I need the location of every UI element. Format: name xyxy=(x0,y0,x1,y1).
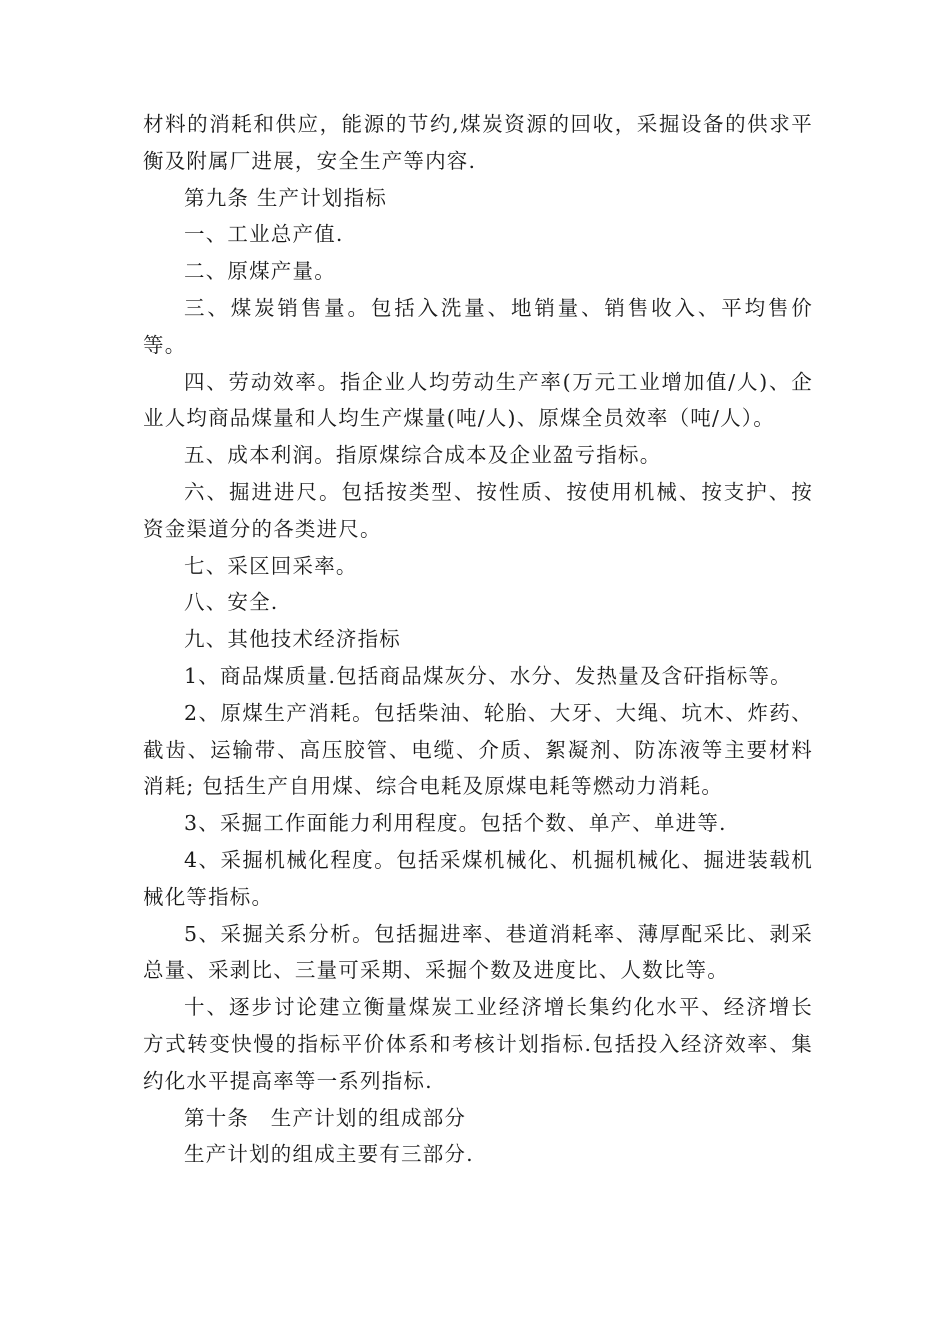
item-7-recovery-rate: 七、采区回采率。 xyxy=(184,553,358,578)
sub-item-5-mining-analysis: 5、采掘关系分析。包括掘进率、巷道消耗率、薄厚配采比、剥采总量、采剥比、三量可采期、采掘个数及进度比、人数比等。 xyxy=(143,921,813,983)
sub-item-3-capacity-utilization: 3、采掘工作面能力利用程度。包括个数、单产、单进等. xyxy=(184,811,727,836)
paragraph-plan-components: 生产计划的组成主要有三部分. xyxy=(184,1142,474,1167)
paragraph-continuation: 材料的消耗和供应，能源的节约,煤炭资源的回收，采掘设备的供求平衡及附属厂进展，安全生产等内容. xyxy=(143,112,813,173)
sub-item-1-coal-quality: 1、商品煤质量.包括商品煤灰分、水分、发热量及含矸指标等。 xyxy=(184,663,792,688)
item-3-coal-sales: 三、煤炭销售量。包括入洗量、地销量、销售收入、平均售价等。 xyxy=(143,295,813,357)
sub-item-4-mechanization: 4、采掘机械化程度。包括采煤机械化、机掘机械化、掘进装载机械化等指标。 xyxy=(143,847,813,909)
sub-item-2-production-consumption: 2、原煤生产消耗。包括柴油、轮胎、大牙、大绳、坑木、炸药、截齿、运输带、高压胶管、电缆、介质、絮凝剂、防冻液等主要材料消耗; 包括生产自用煤、综合电耗及原煤电耗等燃动力消耗。 xyxy=(143,700,813,799)
item-5-cost-profit: 五、成本利润。指原煤综合成本及企业盈亏指标。 xyxy=(184,443,662,468)
article-9-heading: 第九条 生产计划指标 xyxy=(184,185,388,210)
article-10-heading: 第十条 生产计划的组成部分 xyxy=(184,1105,467,1130)
item-8-safety: 八、安全. xyxy=(184,590,279,615)
document-body xyxy=(143,106,813,1173)
item-9-other-indicators: 九、其他技术经济指标 xyxy=(184,627,401,652)
item-1-industrial-output: 一、工业总产值. xyxy=(184,222,344,247)
item-4-labor-efficiency: 四、劳动效率。指企业人均劳动生产率(万元工业增加值/人)、企业人均商品煤量和人均生产煤量(吨/人)、原煤全员效率（吨/人）。 xyxy=(143,369,813,431)
item-10-evaluation-system: 十、逐步讨论建立衡量煤炭工业经济增长集约化水平、经济增长方式转变快慢的指标平价体系和考核计划指标.包括投入经济效率、集约化水平提高率等一系列指标. xyxy=(143,995,813,1093)
item-6-tunneling-footage: 六、掘进进尺。包括按类型、按性质、按使用机械、按支护、按资金渠道分的各类进尺。 xyxy=(143,479,813,541)
item-2-raw-coal-output: 二、原煤产量。 xyxy=(184,259,336,284)
